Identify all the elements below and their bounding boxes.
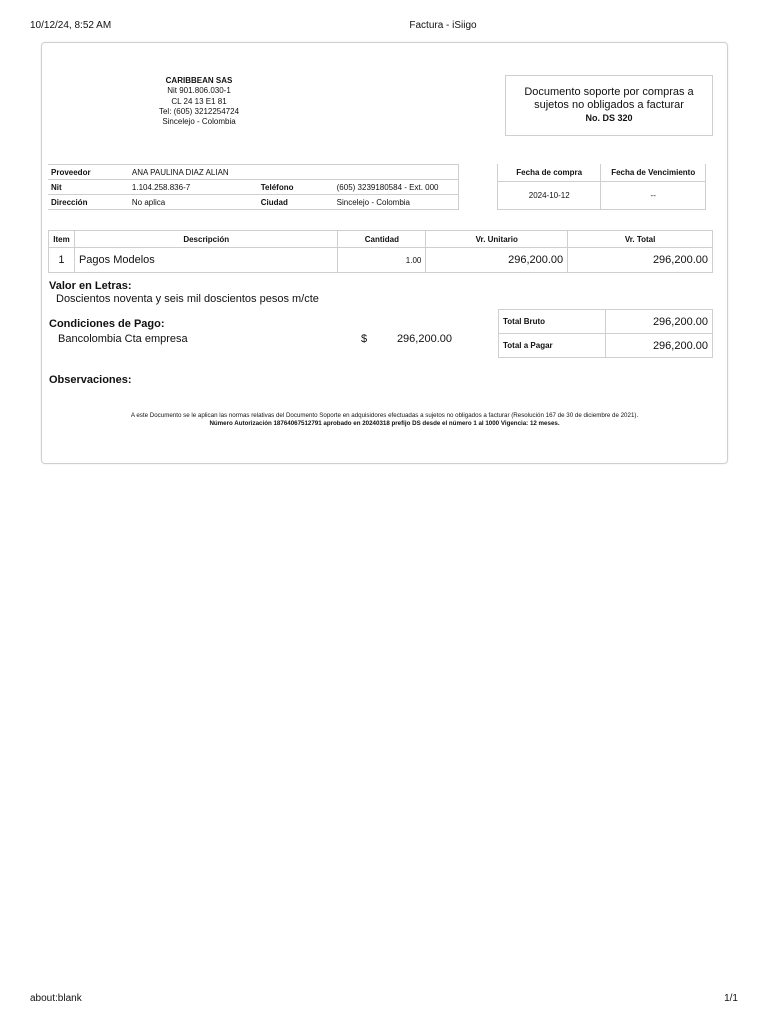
items-header-row bbox=[49, 231, 713, 248]
col-header-item: Item bbox=[49, 231, 75, 248]
provider-empty-cell bbox=[258, 165, 334, 180]
print-url: about:blank bbox=[30, 993, 82, 1004]
table-row bbox=[499, 334, 713, 358]
provider-city: Sincelejo - Colombia bbox=[334, 195, 459, 210]
print-datetime: 10/12/24, 8:52 AM bbox=[30, 20, 112, 31]
company-city: Sincelejo - Colombia bbox=[162, 117, 236, 127]
due-date-header: Fecha de Vencimiento bbox=[601, 164, 706, 181]
provider-address: No aplica bbox=[129, 195, 258, 210]
company-info bbox=[142, 76, 256, 127]
company-phone: Tel: (605) 3212254724 bbox=[158, 106, 240, 116]
table-row bbox=[499, 310, 713, 334]
col-header-description: Descripción bbox=[74, 231, 338, 248]
col-header-total: Vr. Total bbox=[568, 231, 713, 248]
dates-table bbox=[497, 164, 706, 210]
item-description: Pagos Modelos bbox=[74, 248, 338, 273]
purchase-date-header: Fecha de compra bbox=[498, 164, 601, 181]
provider-nit: 1.104.258.836-7 bbox=[129, 180, 258, 195]
print-page-number: 1/1 bbox=[724, 993, 738, 1004]
legal-line: A este Documento se le aplican las normas relativas del Documento Soporte en adquisidores efectuadas a sujetos no obligados a facturar (Resolución 167 de 30 de diciembre de 2021). bbox=[130, 412, 639, 419]
payment-method: Bancolombia Cta empresa bbox=[58, 333, 188, 345]
gross-total-label: Total Bruto bbox=[499, 310, 606, 334]
item-number: 1 bbox=[49, 248, 75, 273]
address-label: Dirección bbox=[48, 195, 129, 210]
city-label: Ciudad bbox=[258, 195, 334, 210]
amount-words-label: Valor en Letras: bbox=[49, 280, 132, 292]
payment-amount: 296,200.00 bbox=[396, 333, 452, 345]
provider-row bbox=[48, 195, 459, 210]
items-table bbox=[48, 230, 713, 273]
observations-label: Observaciones: bbox=[49, 374, 132, 386]
gross-total: 296,200.00 bbox=[606, 310, 713, 334]
document-type-box bbox=[505, 75, 713, 136]
invoice-document bbox=[41, 42, 728, 464]
provider-name: ANA PAULINA DIAZ ALIAN bbox=[129, 165, 258, 180]
item-unit-price: 296,200.00 bbox=[426, 248, 568, 273]
totals-table bbox=[498, 309, 713, 358]
provider-label: Proveedor bbox=[48, 165, 129, 180]
provider-row bbox=[48, 180, 459, 195]
payment-currency: $ bbox=[361, 333, 368, 345]
provider-row bbox=[48, 165, 459, 180]
total-to-pay: 296,200.00 bbox=[606, 334, 713, 358]
print-title: Factura - iSiigo bbox=[409, 20, 477, 31]
purchase-date: 2024-10-12 bbox=[498, 181, 601, 209]
table-row bbox=[49, 248, 713, 273]
company-address: CL 24 13 E1 81 bbox=[171, 96, 227, 106]
total-to-pay-label: Total a Pagar bbox=[499, 334, 606, 358]
item-total: 296,200.00 bbox=[568, 248, 713, 273]
legal-notice bbox=[42, 412, 727, 428]
company-name: CARIBBEAN SAS bbox=[165, 76, 233, 85]
amount-words-text: Doscientos noventa y seis mil doscientos pesos m/cte bbox=[56, 293, 319, 305]
print-header bbox=[0, 20, 768, 34]
payment-terms-label: Condiciones de Pago: bbox=[49, 318, 165, 330]
due-date: -- bbox=[601, 181, 706, 209]
authorization-line: Número Autorización 18764067512791 aprobado en 20240318 prefijo DS desde el número 1 al 1000 Vigencia: 12 meses. bbox=[209, 420, 560, 427]
provider-phone: (605) 3239180584 - Ext. 000 bbox=[334, 180, 459, 195]
col-header-quantity: Cantidad bbox=[338, 231, 426, 248]
document-title: Documento soporte por compras a sujetos no obligados a facturar bbox=[524, 86, 694, 111]
col-header-unit-price: Vr. Unitario bbox=[426, 231, 568, 248]
provider-empty-cell bbox=[334, 165, 459, 180]
provider-table bbox=[48, 164, 459, 210]
phone-label: Teléfono bbox=[258, 180, 334, 195]
document-number: No. DS 320 bbox=[585, 113, 633, 123]
company-nit: Nit 901.806.030-1 bbox=[167, 86, 231, 96]
item-quantity: 1.00 bbox=[338, 248, 426, 273]
nit-label: Nit bbox=[48, 180, 129, 195]
